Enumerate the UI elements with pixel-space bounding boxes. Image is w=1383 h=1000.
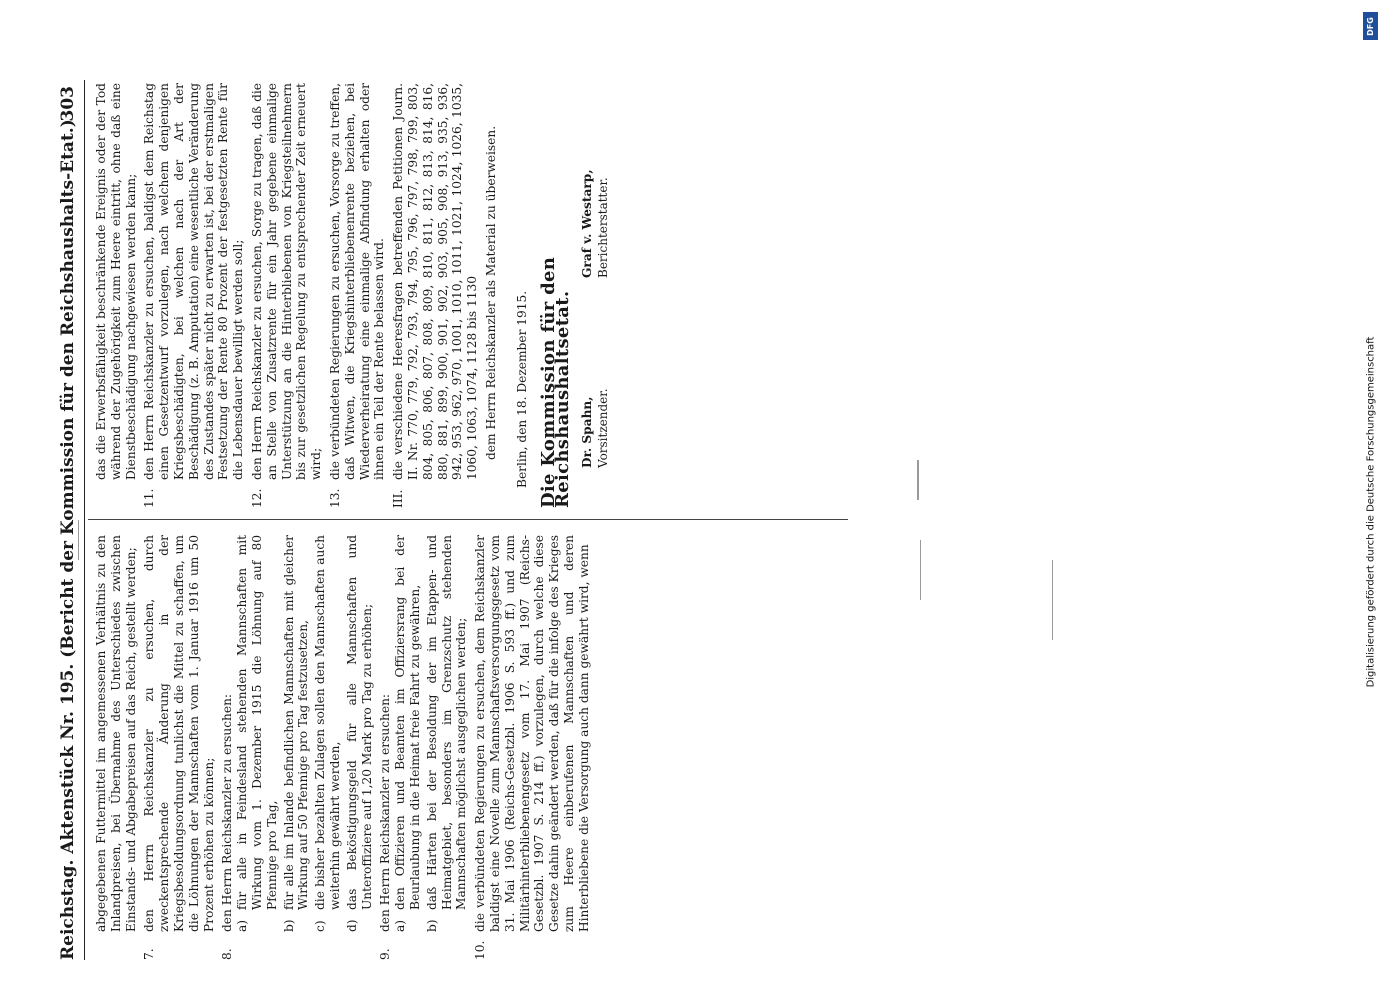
item-12 — [250, 83, 324, 508]
item-intro: den Herrn Reichskanzler zu ersuchen: — [378, 693, 393, 932]
item-number: 11. — [142, 488, 157, 508]
chair-role: Vorsitzender. — [596, 388, 611, 468]
item-III — [391, 83, 480, 508]
rapporteur-role: Berichterstatter. — [596, 177, 611, 278]
column-divider — [88, 519, 848, 520]
item-number: 10. — [473, 940, 488, 960]
item-text: die verschiedene Heeresfragen betreffenden Petitionen Journ. II. Nr. 770, 779, 792, 793, 794, 795, 796, 797, 798, 799, 803, 804, 805, 806, 807, 808, 809, 810, 811, 812, 813, 814, 816, 880, 881, 899, 900, 901, 902, 903, 905, 908, 913, 935, 936, 942, 953, 962, 970, 1001, 1010, 1011, 1021, 1024, 1026, 1035, 1060, 1063, 1074, 1128 bis 1130 — [391, 83, 480, 480]
scan-speck — [1052, 560, 1053, 640]
signature-rapporteur — [579, 169, 611, 278]
item-text: den Herrn Reichskanzler zu ersuchen, Sorge zu tragen, daß die an Stelle von Zusatzrente für ein Jahr gegebene einmalige Unterstützung an die Hinterbliebenen von Kriegsteilnehmern bis zur gesetzlichen Regelung zu entsprechender Zeit erneuert wird; — [249, 83, 324, 480]
header-rule — [84, 80, 85, 960]
subitem-c — [313, 535, 343, 932]
item-text: die verbündeten Regierungen zu ersuchen, Vorsorge zu treffen, daß Witwen, die Kriegshinterbliebenenrente beziehen, bei Wiederverheiratung eine einmalige Abfindung erhalten oder ihnen ein Teil der Rente belassen wird. — [327, 83, 387, 480]
document-date: Berlin, den 18. Dezember 1915. — [514, 290, 529, 488]
item-9 — [378, 535, 469, 960]
page-number: 303 — [58, 86, 78, 122]
item-number: 8. — [220, 948, 235, 960]
item-text: den Herrn Reichskanzler zu ersuchen, durch zweckentsprechende Änderung in der Kriegsbesoldungsordnung tunlichst die Mittel zu schaffen, um die Löhnungen der Mannschaften vom 1. Januar 1916 um 50 Prozent erhöhen zu können; — [142, 535, 216, 932]
subitem-label: a) — [393, 919, 408, 932]
subitem-text: für alle im Inlande befindlichen Mannschaften mit gleicher Wirkung auf 50 Pfennige pro Tag festzusetzen, — [281, 535, 311, 910]
subitem-label: b) — [281, 919, 296, 932]
subitem-label: d) — [344, 919, 359, 932]
dfg-note-text: Digitalisierung gefördert durch die Deutsche Forschungsgemeinschaft — [1365, 336, 1377, 688]
item-number: 9. — [378, 948, 393, 960]
signature-chair — [579, 388, 611, 468]
subitem-label: c) — [313, 920, 328, 932]
scan-speck — [917, 460, 919, 500]
item-13 — [328, 83, 387, 508]
dfg-sidebar — [1362, 12, 1380, 988]
commission-title: Die Kommission für den Reichshaushaltsetat. — [537, 256, 574, 508]
item-number: 7. — [142, 948, 157, 960]
right-column — [94, 83, 639, 508]
item-10 — [473, 535, 591, 960]
item-7 — [142, 535, 216, 960]
chair-name: Dr. Spahn, — [580, 396, 595, 468]
right-continuation: das die Erwerbsfähigkeit beschränkende Ereignis oder der Tod während der Zugehörigkeit zum Heere eintritt, ohne daß eine Dienstbeschädigung nachgewiesen werden kann; — [94, 83, 138, 480]
item-8 — [220, 535, 374, 960]
left-column — [94, 535, 596, 960]
scan-speck — [78, 520, 79, 560]
subitem-text: die bisher bezahlten Zulagen sollen den Mannschaften auch weiterhin gewährt werden, — [313, 535, 342, 910]
subitem-b — [425, 535, 469, 932]
scan-speck — [920, 540, 921, 600]
left-continuation: abgegebenen Futtermittel im angemessenen Verhältnis zu den Inlandpreisen, bei Übernahme des Unterschiedes zwischen Einstands- und Abgabepreisen auf das Reich, gestellt werden; — [94, 535, 138, 932]
item-number: 12. — [249, 488, 264, 508]
subitem-b — [282, 535, 312, 932]
page-content-rotated — [54, 80, 854, 960]
closing-text: dem Herrn Reichskanzler als Material zu überweisen. — [483, 125, 498, 460]
subitem-d — [345, 535, 375, 932]
signatures — [579, 83, 639, 508]
item-number: 13. — [327, 488, 342, 508]
subitem-label: b) — [424, 919, 439, 932]
subitem-text: das Beköstigungsgeld für alle Mannschaften und Unteroffiziere auf 1,20 Mark pro Tag zu erhöhen; — [344, 535, 374, 910]
item-11 — [142, 83, 246, 508]
rapporteur-name: Graf v. Westarp, — [580, 169, 595, 278]
subitem-a — [393, 535, 423, 932]
item-number: III. — [391, 489, 406, 508]
subitem-text: für alle in Feindesland stehenden Mannschaften mit Wirkung vom 1. Dezember 1915 die Löhnung auf 80 Pfennige pro Tag, — [235, 535, 279, 910]
subitem-a — [235, 535, 279, 932]
item-intro: den Herrn Reichskanzler zu ersuchen: — [220, 693, 235, 932]
subitem-label: a) — [235, 919, 250, 932]
running-header — [54, 80, 84, 960]
dfg-logo-text: DFG — [1366, 16, 1376, 36]
item-text: die verbündeten Regierungen zu ersuchen, dem Reichskanzler baldigst eine Novelle zum Mannschaftsversorgungsgesetz vom 31. Mai 1906 (Reichs-Gesetzbl. 1906 S. 593 ff.) und zum Militärhinterbliebenengesetz vom 17. Mai 1907 (Reichs-Gesetzbl. 1907 S. 214 ff.) vorzulegen, durch welche diese Gesetze dahin geändert werden, daß für die infolge des Krieges zum Heere einberufenen Mannschaften und deren Hinterbliebene die Versorgung auch dann gewährt wird, wenn — [473, 535, 591, 932]
header-title: Reichstag. Aktenstück Nr. 195. (Bericht der Kommission für den Reichshaushalts-Etat.) — [58, 119, 78, 960]
dfg-logo — [1363, 12, 1378, 40]
subitem-text: den Offizieren und Beamten im Offiziersrang bei der Beurlaubung in die Heimat freie Fahrt zu gewähren, — [393, 535, 422, 910]
item-text: den Herrn Reichskanzler zu ersuchen, baldigst dem Reichstag einen Gesetzentwurf vorzulegen, nach welchem denjenigen Kriegsbeschädigten, bei welchen nach der Art der Beschädigung (z. B. Amputation) eine wesentliche Veränderung des Zustandes später nicht zu erwarten ist, bei der erstmaligen Festsetzung der Rente 80 Prozent der festgesetzten Rente für die Lebensdauer bewilligt werden soll; — [142, 83, 246, 480]
subitem-text: daß Härten bei der Besoldung der im Etappen- und Heimatgebiet, besonders im Grenzschutz stehenden Mannschaften möglichst ausgeglichen werden; — [424, 535, 469, 910]
